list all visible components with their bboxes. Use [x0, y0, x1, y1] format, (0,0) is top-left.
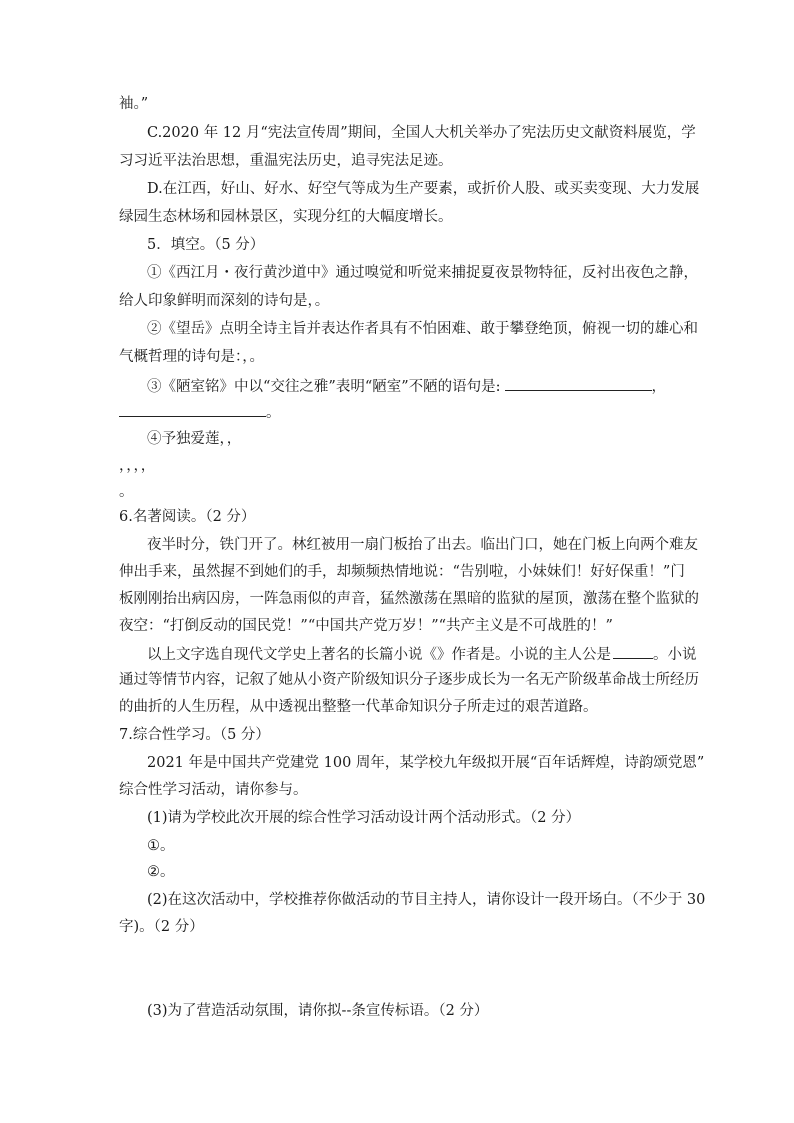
q5-item4-line3: 。	[119, 484, 134, 500]
q7-intro-line1: 2021 年是中国共产党建党 100 周年，某学校九年级拟开展“百年话辉煌，诗韵颂党恩”	[147, 755, 705, 771]
q7-sub1-answer1: ①。	[147, 838, 175, 854]
option-c-line1: C.2020 年 12 月“宪法宣传周”期间，全国人大机关举办了宪法历史文献资料展览，学	[147, 125, 696, 141]
question-5-title: 5．填空。（5 分）	[147, 237, 265, 253]
punctuation: ，	[651, 379, 667, 395]
q5-item2-line1: ②《望岳》点明全诗主旨并表达作者具有不怕困难、敢于攀登绝顶，俯视一切的雄心和	[147, 321, 698, 337]
q5-item2-line2: 气概哲理的诗句是：，。	[119, 349, 264, 365]
text-line: 袖。”	[119, 96, 149, 112]
q6-question-line3: 的曲折的人生历程，从中透视出整整一代革命知识分子所走过的艰苦道路。	[119, 699, 598, 715]
q7-sub1-answer2: ②。	[147, 864, 175, 880]
answer-blank[interactable]	[119, 401, 266, 417]
q5-item4-line1: ④予独爱莲，，	[147, 431, 242, 447]
q7-sub1: (1)请为学校此次开展的综合性学习活动设计两个活动形式。（2 分）	[147, 810, 581, 826]
q6-question-text: 以上文字选自现代文学史上著名的长篇小说《》作者是。小说的主人公是	[147, 647, 611, 663]
answer-blank[interactable]	[505, 375, 652, 391]
option-d-line1: D.在江西，好山、好水、好空气等成为生产要素，或折价人股、或买卖变现、大力发展	[147, 181, 700, 197]
q5-item4-line2: ，，，，	[119, 458, 156, 474]
q5-item1-line1: ①《西江月・夜行黄沙道中》通过嗅觉和听觉来捕捉夏夜景物特征，反衬出夜色之静，	[147, 265, 698, 281]
q6-passage-line1: 夜半时分，铁门开了。林红被用一扇门板抬了出去。临出门口，她在门板上向两个难友	[147, 537, 698, 553]
q7-sub2-line2: 字)。（2 分）	[119, 919, 204, 935]
q6-passage-line2: 伸出手来，虽然握不到她们的手，却频频热情地说：“告别啦，小妹妹们！好好保重！”门	[119, 564, 685, 580]
punctuation: 。	[266, 405, 281, 421]
option-d-line2: 绿园生态林场和园林景区，实现分红的大幅度增长。	[119, 209, 453, 225]
q7-intro-line2: 综合性学习活动，请你参与。	[119, 782, 308, 798]
answer-blank[interactable]	[613, 643, 653, 659]
option-c-line2: 习习近平法治思想，重温宪法历史，追寻宪法足迹。	[119, 153, 453, 169]
question-7-title: 7.综合性学习。（5 分）	[119, 727, 270, 743]
q7-sub2-line1: (2)在这次活动中，学校推荐你做活动的节目主持人，请你设计一段开场白。（不少于 30	[147, 892, 706, 908]
q7-sub3: (3)为了营造活动氛围，请你拟--条宣传标语。（2 分）	[147, 1003, 489, 1019]
q5-item3-line1	[147, 375, 666, 397]
q6-passage-line3: 板刚刚抬出病囚房，一阵急雨似的声音，猛然激荡在黑暗的监狱的屋顶，激荡在整个监狱的	[119, 591, 699, 607]
question-6-title: 6.名著阅读。（2 分）	[119, 509, 256, 525]
q6-question-line1	[147, 643, 697, 665]
q6-question-tail: 。小说	[653, 647, 697, 663]
q5-item3-line2	[119, 401, 281, 423]
q6-question-line2: 通过等情节内容，记叙了她从小资产阶级知识分子逐步成长为一名无产阶级革命战士所经历	[119, 672, 699, 688]
q5-item3-text: ③《陋室铭》中以“交往之雅”表明“陋室”不陋的语句是:	[147, 379, 501, 395]
q5-item1-line2: 给人印象鲜明而深刻的诗句是，。	[119, 293, 330, 309]
q6-passage-line4: 夜空：“打倒反动的国民党！”“中国共产党万岁！”“共产主义是不可战胜的！”	[119, 618, 613, 634]
